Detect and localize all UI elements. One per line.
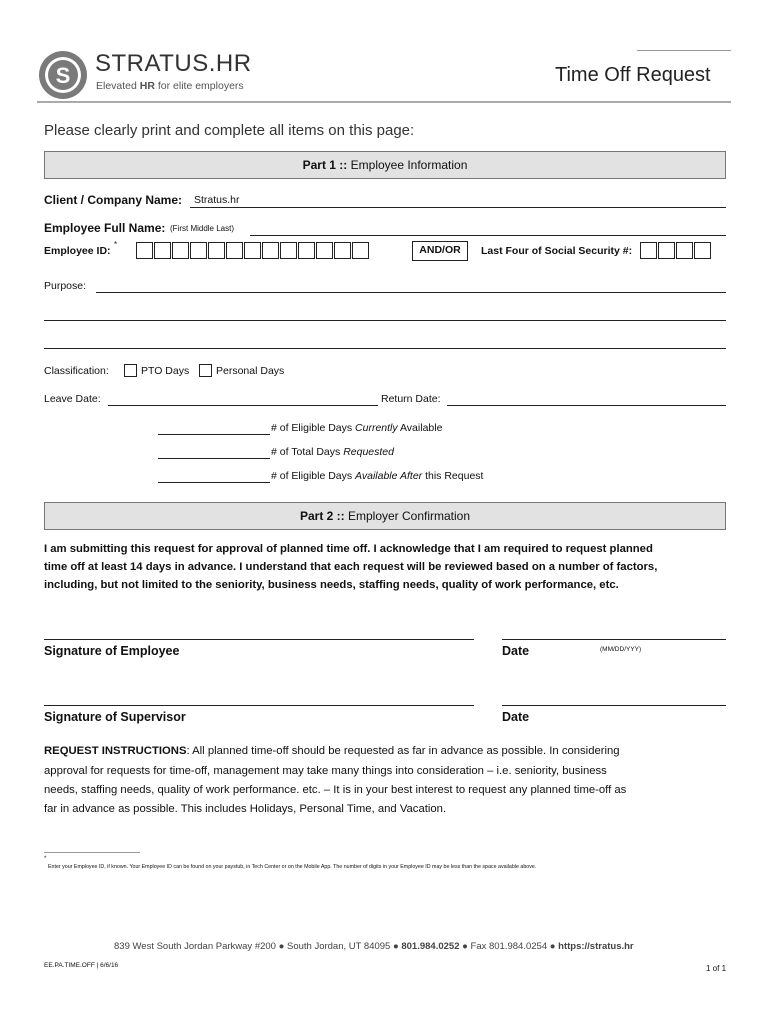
days-after-field[interactable]	[158, 482, 270, 483]
logo-mark	[37, 49, 89, 101]
bullet-icon: ●	[278, 941, 287, 952]
instructions-line-1	[44, 745, 620, 757]
instructions-heading: REQUEST INSTRUCTIONS	[44, 745, 187, 757]
svg-text:S: S	[55, 63, 71, 88]
ssn-box[interactable]	[658, 242, 675, 259]
return-date-label: Return Date:	[381, 393, 441, 405]
company-value[interactable]: Stratus.hr	[194, 194, 240, 206]
footer-address: 839 West South Jordan Parkway #200	[114, 941, 276, 952]
empid-asterisk: *	[114, 240, 118, 249]
days-total-em: Requested	[343, 446, 394, 458]
days-current-label	[271, 422, 442, 434]
logo-tagline	[96, 80, 244, 92]
part1-title: Employee Information	[350, 158, 468, 172]
instructions-line-3: needs, staffing needs, quality of work performance. etc. – It is in your best interest to request any planned time-off as	[44, 784, 627, 796]
fullname-field-line[interactable]	[250, 235, 726, 236]
andor-badge: AND/OR	[412, 241, 468, 261]
empid-box[interactable]	[154, 242, 171, 259]
ack-line-3: including, but not limited to the seniority, business needs, staffing needs, quality of work performance, etc.	[44, 579, 619, 591]
empid-box[interactable]	[334, 242, 351, 259]
employee-signature-field[interactable]	[44, 639, 474, 640]
leave-date-label: Leave Date:	[44, 393, 101, 405]
ssn-box[interactable]	[694, 242, 711, 259]
supervisor-signature-label: Signature of Supervisor	[44, 710, 186, 724]
empid-boxes[interactable]	[136, 242, 373, 259]
leave-date-field[interactable]	[108, 405, 378, 406]
days-after-em: Available After	[355, 470, 423, 482]
footer-url[interactable]: https://stratus.hr	[558, 941, 634, 952]
empid-box[interactable]	[316, 242, 333, 259]
purpose-line-1[interactable]	[96, 292, 726, 293]
fullname-label: Employee Full Name:	[44, 221, 166, 235]
empid-box[interactable]	[244, 242, 261, 259]
part2-title: Employer Confirmation	[347, 509, 471, 523]
supervisor-signature-field[interactable]	[44, 705, 474, 706]
footnote-mark: *	[44, 856, 47, 862]
days-current-pre: # of Eligible Days	[271, 422, 356, 434]
bullet-icon: ●	[392, 941, 402, 952]
employee-signature-label: Signature of Employee	[44, 644, 180, 658]
doc-title: Time Off Request	[555, 64, 711, 86]
footer-phone: 801.984.0252	[401, 941, 460, 952]
tagline-pre: Elevated	[96, 80, 140, 92]
intro-text: Please clearly print and complete all items on this page:	[44, 122, 415, 139]
empid-box[interactable]	[136, 242, 153, 259]
bullet-icon: ●	[549, 941, 559, 952]
days-current-field[interactable]	[158, 434, 270, 435]
classification-label: Classification:	[44, 365, 109, 377]
part1-prefix: Part 1 ::	[302, 158, 351, 172]
days-after-pre: # of Eligible Days	[271, 470, 356, 482]
ack-line-2: time off at least 14 days in advance. I understand that each request will be reviewed based on a number of factors,	[44, 561, 658, 573]
part2-header	[44, 502, 726, 530]
part2-prefix: Part 2 ::	[299, 509, 348, 523]
instructions-line-1-text: : All planned time-off should be requested as far in advance as possible. In considering	[186, 745, 620, 757]
empid-box[interactable]	[262, 242, 279, 259]
bullet-icon: ●	[462, 941, 471, 952]
days-total-label	[271, 446, 394, 458]
days-current-em: Currently	[355, 422, 398, 434]
page-number: 1 of 1	[706, 964, 727, 973]
personal-days-label: Personal Days	[216, 365, 285, 377]
tagline-post: for elite employers	[154, 80, 244, 92]
company-field-line	[190, 207, 726, 208]
logo-name: STRATUS.HR	[95, 50, 252, 77]
title-rule	[637, 50, 731, 51]
date-format-hint: (MM/DD/YYY)	[600, 646, 642, 653]
days-after-label	[271, 470, 483, 482]
pto-days-checkbox[interactable]	[124, 364, 137, 377]
empid-box[interactable]	[226, 242, 243, 259]
instructions-line-4: far in advance as possible. This includes Holidays, Personal Time, and Vacation.	[44, 803, 447, 815]
part1-header	[44, 151, 726, 179]
company-label: Client / Company Name:	[44, 193, 183, 207]
days-current-post: Available	[397, 422, 443, 434]
employee-date-field[interactable]	[502, 639, 726, 640]
ssn-label: Last Four of Social Security #:	[481, 245, 633, 257]
purpose-label: Purpose:	[44, 280, 87, 292]
header-rule	[37, 101, 731, 103]
employee-date-label: Date	[502, 644, 530, 658]
days-total-field[interactable]	[158, 458, 270, 459]
tagline-bold: HR	[139, 80, 155, 92]
supervisor-date-field[interactable]	[502, 705, 726, 706]
fullname-hint: (First Middle Last)	[170, 224, 235, 233]
return-date-field[interactable]	[447, 405, 726, 406]
empid-box[interactable]	[190, 242, 207, 259]
pto-days-label: PTO Days	[141, 365, 190, 377]
footer-contact	[114, 941, 634, 952]
footnote-rule	[44, 852, 140, 853]
empid-label: Employee ID:	[44, 245, 111, 257]
empid-box[interactable]	[280, 242, 297, 259]
instructions-line-2: approval for requests for time-off, management may take many things into consideration – i.e. seniority, business	[44, 765, 607, 777]
empid-box[interactable]	[208, 242, 225, 259]
ssn-box[interactable]	[676, 242, 693, 259]
empid-box[interactable]	[352, 242, 369, 259]
purpose-line-3[interactable]	[44, 348, 726, 349]
ack-line-1: I am submitting this request for approval of planned time off. I acknowledge that I am required to request planned	[44, 543, 653, 555]
supervisor-date-label: Date	[502, 710, 530, 724]
footer-city: South Jordan, UT 84095	[286, 941, 391, 952]
days-total-pre: # of Total Days	[271, 446, 344, 458]
purpose-line-2[interactable]	[44, 320, 726, 321]
empid-box[interactable]	[172, 242, 189, 259]
ssn-box[interactable]	[640, 242, 657, 259]
empid-box[interactable]	[298, 242, 315, 259]
form-code: EE.PA.TIME.OFF | 6/6/16	[44, 962, 119, 969]
days-after-post: this Request	[422, 470, 484, 482]
personal-days-checkbox[interactable]	[199, 364, 212, 377]
footer-fax: Fax 801.984.0254	[470, 941, 548, 952]
footnote-text: Enter your Employee ID, if known. Your Employee ID can be found on your paystub, in Tech Center or on the Mobile App. The number of digits in your Employee ID may be less than the space available above.	[48, 864, 537, 870]
ssn-boxes[interactable]	[640, 242, 714, 259]
